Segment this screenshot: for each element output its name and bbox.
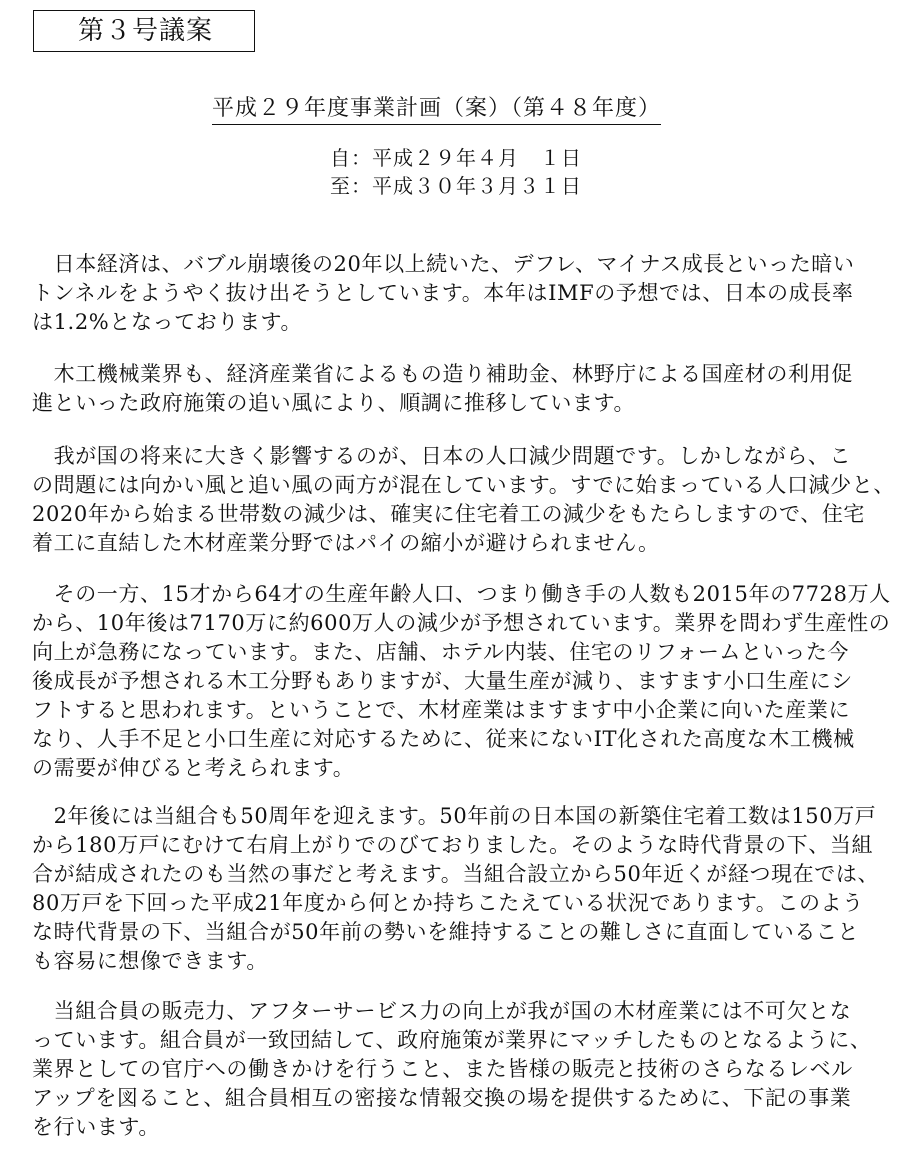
paragraph-industry — [32, 360, 887, 418]
period-to: 至：平成３０年３月３１日 — [330, 174, 582, 198]
paragraph-line: 進といった政府施策の追い風により、順調に推移しています。 — [32, 391, 636, 415]
paragraph-economy — [32, 250, 887, 337]
paragraph-line: から180万戸にむけて右肩上がりでのびておりました。そのような時代背景の下、当組 — [32, 833, 874, 857]
period-from: 自：平成２９年４月 １日 — [330, 146, 582, 170]
paragraph-line: な時代背景の下、当組合が50年前の勢いを維持することの難しさに直面していること — [32, 920, 860, 944]
agenda-number-box: 第３号議案 — [33, 10, 255, 52]
paragraph-line: も容易に想像できます。 — [32, 949, 268, 973]
paragraph-line: 2020年から始まる世帯数の減少は、確実に住宅着工の減少をもたらしますので、住宅 — [32, 502, 866, 526]
paragraph-line: 合が結成されたのも当然の事だと考えます。当組合設立から50年近くが経つ現在では、 — [32, 862, 880, 886]
paragraph-anniversary — [32, 802, 887, 976]
paragraph-line: 着工に直結した木材産業分野ではパイの縮小が避けられません。 — [32, 531, 660, 555]
paragraph-line: 後成長が予想される木工分野もありますが、大量生産が減り、ますます小口生産にシ — [32, 669, 853, 693]
paragraph-line: トンネルをようやく抜け出そうとしています。本年はIMFの予想では、日本の成長率 — [32, 281, 854, 305]
paragraph-line: から、10年後は7170万に約600万人の減少が予想されています。業界を問わず生産性の — [32, 611, 891, 635]
paragraph-population — [32, 442, 895, 558]
paragraph-workforce — [32, 580, 891, 783]
paragraph-line: 向上が急務になっています。また、店舗、ホテル内装、住宅のリフォームといった今 — [32, 640, 850, 664]
paragraph-line: っています。組合員が一致団結して、政府施策が業界にマッチしたものとなるように、 — [32, 1028, 872, 1052]
paragraph-activities — [32, 997, 887, 1142]
paragraph-line: 日本経済は、バブル崩壊後の20年以上続いた、デフレ、マイナス成長といった暗い — [32, 252, 855, 276]
paragraph-line: 当組合員の販売力、アフターサービス力の向上が我が国の木材産業には不可欠とな — [32, 999, 852, 1023]
paragraph-line: 2年後には当組合も50周年を迎えます。50年前の日本国の新築住宅着工数は150万戸 — [32, 804, 877, 828]
paragraph-line: 80万戸を下回った平成21年度から何とか持ちこたえている状況であります。このよう — [32, 891, 864, 915]
paragraph-line: なり、人手不足と小口生産に対応するために、従来にないIT化された高度な木工機械 — [32, 727, 855, 751]
plan-title: 平成２９年度事業計画（案）（第４８年度） — [212, 96, 661, 125]
paragraph-line: を行います。 — [32, 1115, 160, 1139]
paragraph-line: 業界としての官庁への働きかけを行うこと、また皆様の販売と技術のさらなるレベル — [32, 1057, 853, 1081]
paragraph-line: の需要が伸びると考えられます。 — [32, 756, 355, 780]
paragraph-line: 我が国の将来に大きく影響するのが、日本の人口減少問題です。しかしながら、こ — [32, 444, 852, 468]
paragraph-line: その一方、15才から64才の生産年齢人口、つまり働き手の人数も2015年の7728万人 — [32, 582, 891, 606]
paragraph-line: は1.2%となっております。 — [32, 310, 303, 334]
paragraph-line: 木工機械業界も、経済産業省によるもの造り補助金、林野庁による国産材の利用促 — [32, 362, 853, 386]
paragraph-line: フトすると思われます。ということで、木材産業はますます中小企業に向いた産業に — [32, 698, 851, 722]
paragraph-line: アップを図ること、組合員相互の密接な情報交換の場を提供するために、下記の事業 — [32, 1086, 852, 1110]
paragraph-line: の問題には向かい風と追い風の両方が混在しています。すでに始まっている人口減少と、 — [32, 473, 895, 497]
